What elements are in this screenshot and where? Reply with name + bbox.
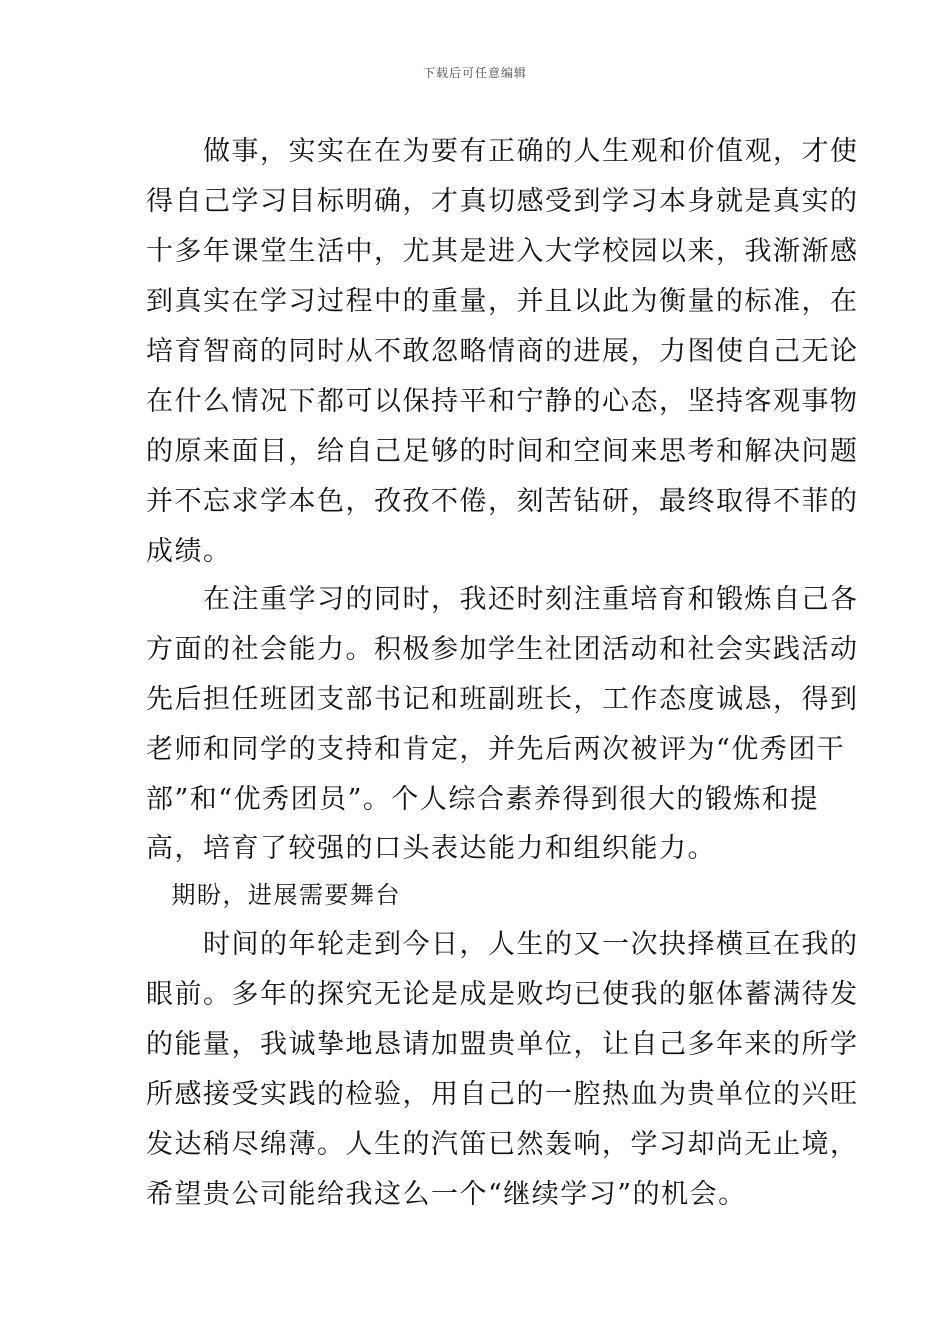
text-line: 在注重学习的同时，我还时刻注重培育和锻炼自己各: [146, 584, 859, 615]
text-line: 培育智商的同时从不敢忽略情商的进展，力图使自己无论: [146, 336, 859, 367]
text-line: 到真实在学习过程中的重量，并且以此为衡量的标准，在: [146, 286, 859, 317]
text-line: 成绩。: [146, 536, 232, 567]
text-line: 得自己学习目标明确，才真切感受到学习本身就是真实的: [146, 186, 859, 217]
text-line: 的原来面目，给自己足够的时间和空间来思考和解决问题: [146, 436, 859, 467]
text-line: 部”和“优秀团员”。个人综合素养得到很大的锻炼和提: [146, 784, 819, 815]
text-line: 高，培育了较强的口头表达能力和组织能力。: [146, 833, 716, 864]
text-line: 做事，实实在在为要有正确的人生观和价值观，才使: [146, 136, 859, 167]
text-line: 方面的社会能力。积极参加学生社团活动和社会实践活动: [146, 634, 859, 665]
text-line: 并不忘求学本色，孜孜不倦，刻苦钻研，最终取得不菲的: [146, 486, 859, 517]
text-line: 所感接受实践的检验，用自己的一腔热血为贵单位的兴旺: [146, 1079, 859, 1110]
text-line: 在什么情况下都可以保持平和宁静的心态，坚持客观事物: [146, 386, 859, 417]
text-line: 眼前。多年的探究无论是成是败均已使我的躯体蓄满待发: [146, 979, 859, 1010]
page-header: 下载后可任意编辑: [422, 66, 527, 80]
text-line: 十多年课堂生活中，尤其是进入大学校园以来，我渐渐感: [146, 236, 859, 267]
text-line: 希望贵公司能给我这么一个“继续学习”的机会。: [146, 1179, 747, 1210]
text-line: 先后担任班团支部书记和班副班长，工作态度诚恳，得到: [146, 684, 859, 715]
text-line: 的能量，我诚挚地恳请加盟贵单位，让自己多年来的所学: [146, 1029, 859, 1060]
text-line: 时间的年轮走到今日，人生的又一次抉择横亘在我的: [146, 929, 859, 960]
section-heading: 期盼，进展需要舞台: [146, 881, 401, 909]
text-line: 老师和同学的支持和肯定，并先后两次被评为“优秀团干: [146, 734, 846, 765]
text-line: 发达稍尽绵薄。人生的汽笛已然轰响，学习却尚无止境，: [146, 1129, 859, 1160]
